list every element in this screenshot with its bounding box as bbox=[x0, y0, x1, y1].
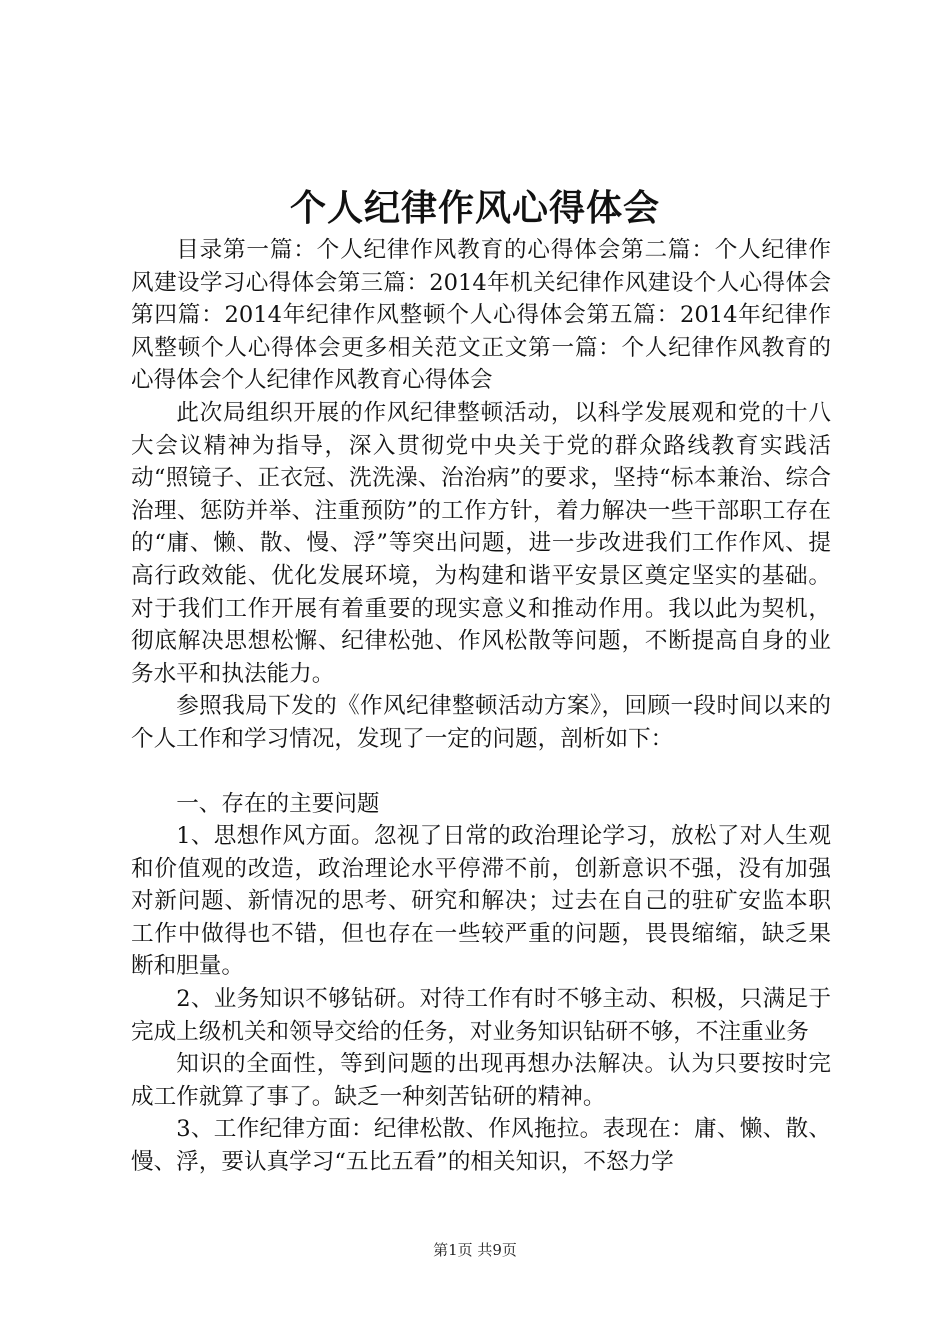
paragraph-intro: 此次局组织开展的作风纪律整顿活动，以科学发展观和党的十八大会议精神为指导，深入贯彻党中央关于党的群众路线教育实践活动“照镜子、正衣冠、洗洗澡、治治病”的要求，坚持“标本兼治、综合治理、惩防并举、注重预防”的工作方针，着力解决一些干部职工存在的“庸、懒、散、慢、浮”等突出问题，进一步改进我们工作作风、提高行政效能、优化发展环境，为构建和谐平安景区奠定坚实的基础。对于我们工作开展有着重要的现实意义和推动作用。我以此为契机，彻底解决思想松懈、纪律松弛、作风松散等问题，不断提高自身的业务水平和执法能力。 bbox=[131, 399, 831, 687]
paragraph-reference: 参照我局下发的《作风纪律整顿活动方案》，回顾一段时间以来的个人工作和学习情况，发现了一定的问题，剖析如下： bbox=[131, 693, 831, 752]
paragraph-item-2: 2、业务知识不够钻研。对待工作有时不够主动、积极，只满足于完成上级机关和领导交给的任务，对业务知识钻研不够，不注重业务 bbox=[131, 986, 831, 1045]
paragraph-item-2-continued: 知识的全面性，等到问题的出现再想办法解决。认为只要按时完成工作就算了事了。缺乏一种刻苦钻研的精神。 bbox=[131, 1051, 831, 1110]
document-title: 个人纪律作风心得体会 bbox=[289, 187, 660, 229]
paragraph-item-1: 1、思想作风方面。忽视了日常的政治理论学习，放松了对人生观和价值观的改造，政治理论水平停滞不前，创新意识不强，没有加强对新问题、新情况的思考、研究和解决；过去在自己的驻矿安监本职工作中做得也不错，但也存在一些较严重的问题，畏畏缩缩，缺乏果断和胆量。 bbox=[131, 823, 831, 980]
document-body bbox=[131, 234, 831, 1179]
paragraph-toc: 目录第一篇：个人纪律作风教育的心得体会第二篇：个人纪律作风建设学习心得体会第三篇：2014年机关纪律作风建设个人心得体会第四篇：2014年纪律作风整顿个人心得体会第五篇：2014年纪律作风整顿个人心得体会更多相关范文正文第一篇：个人纪律作风教育的心得体会个人纪律作风教育心得体会 bbox=[131, 237, 831, 394]
section-heading: 一、存在的主要问题 bbox=[176, 790, 380, 817]
page-number: 第1页 共9页 bbox=[433, 1241, 517, 1259]
paragraph-item-3: 3、工作纪律方面：纪律松散、作风拖拉。表现在：庸、懒、散、慢、浮，要认真学习“五比五看”的相关知识，不怒力学 bbox=[131, 1116, 831, 1176]
